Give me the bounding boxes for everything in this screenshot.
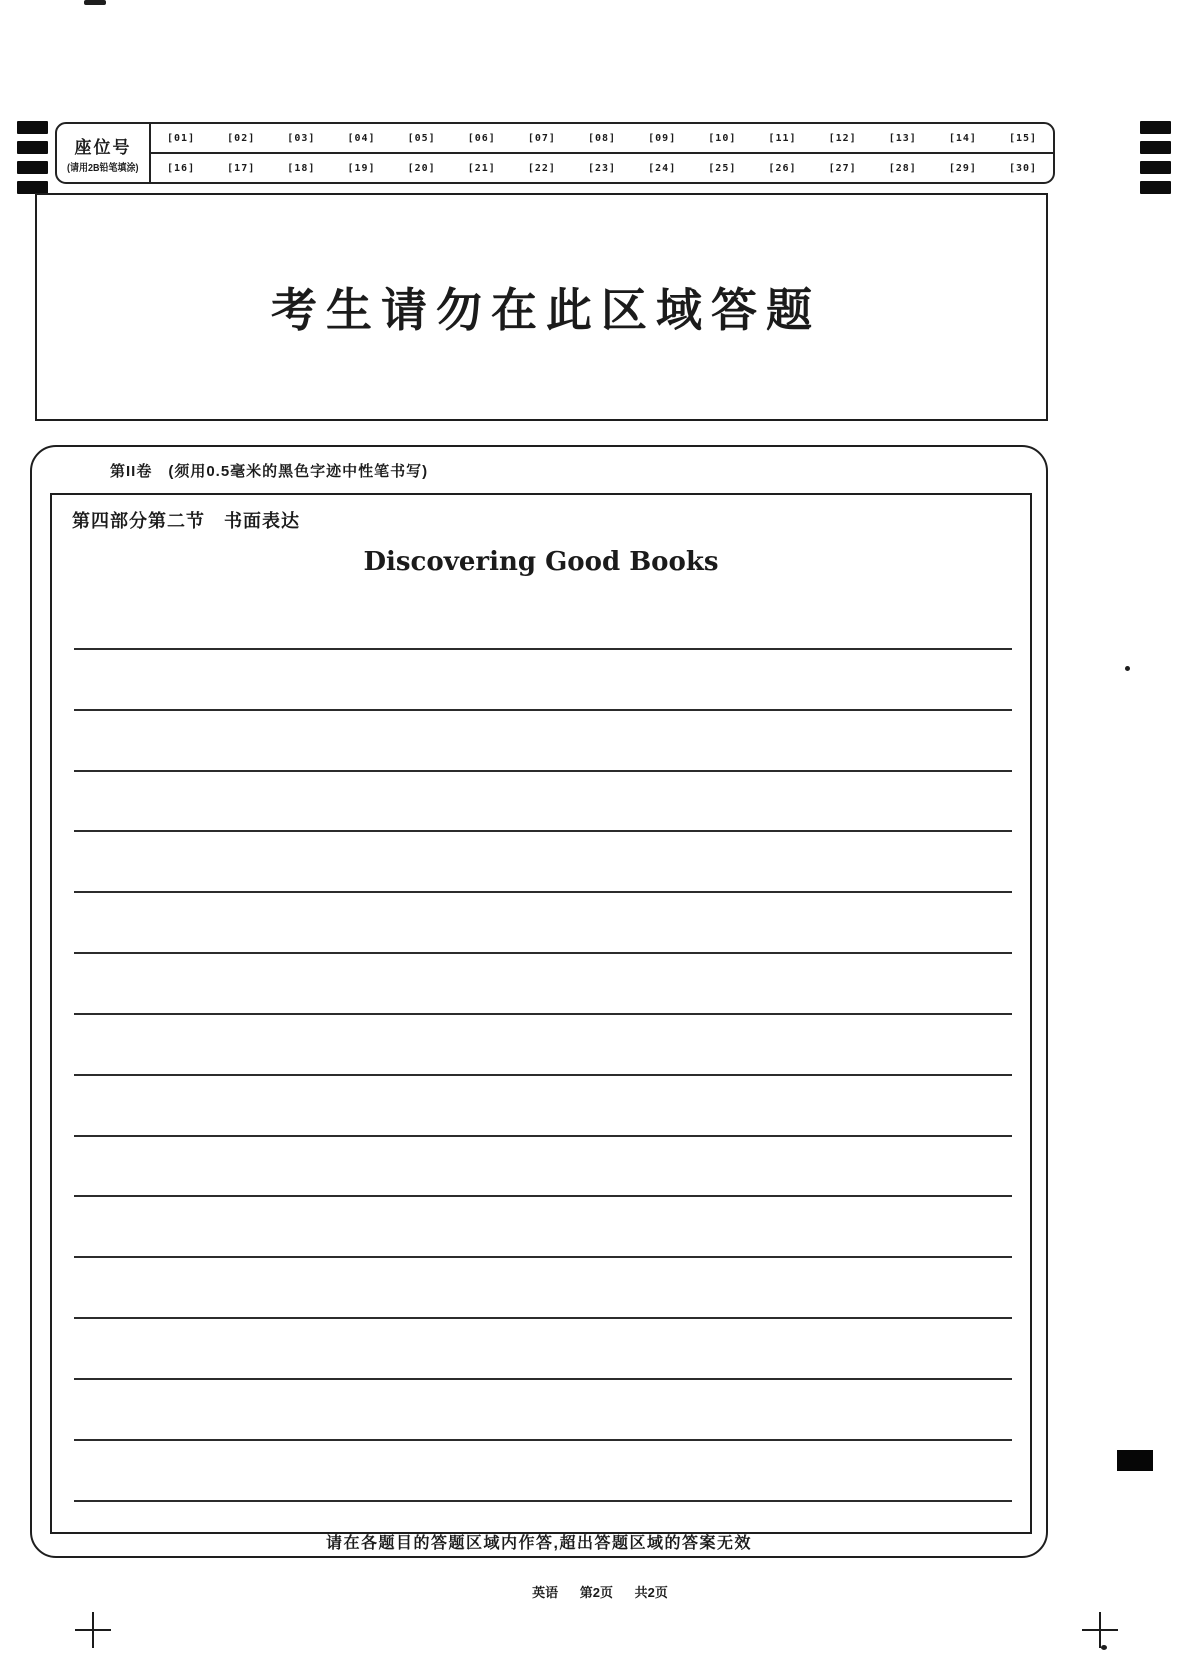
seat-number-bubble[interactable]: [14] — [948, 132, 977, 144]
writing-line[interactable] — [74, 832, 1012, 893]
seat-number-bubble[interactable]: [17] — [227, 162, 256, 174]
page-footer — [0, 1582, 1200, 1601]
writing-line[interactable] — [74, 1197, 1012, 1258]
writing-line[interactable] — [74, 1319, 1012, 1380]
seat-number-bubble[interactable]: [18] — [287, 162, 316, 174]
seat-number-bubble[interactable]: [02] — [227, 132, 256, 144]
seat-number-bubble[interactable]: [21] — [467, 162, 496, 174]
writing-line[interactable] — [74, 1258, 1012, 1319]
seat-number-bubble[interactable]: [24] — [648, 162, 677, 174]
writing-line[interactable] — [74, 1076, 1012, 1137]
seat-number-label — [57, 124, 151, 182]
seat-number-bubble[interactable]: [05] — [407, 132, 436, 144]
seat-number-bubble[interactable]: [07] — [527, 132, 556, 144]
registration-mark — [1140, 161, 1171, 174]
registration-mark — [1140, 181, 1171, 194]
volume-note: 第II卷 (须用0.5毫米的黑色字迹中性笔书写) — [110, 463, 429, 480]
registration-mark-side — [1117, 1450, 1153, 1471]
seat-number-bubble[interactable]: [16] — [167, 162, 196, 174]
writing-line[interactable] — [74, 772, 1012, 833]
seat-number-bubble[interactable]: [23] — [588, 162, 617, 174]
seat-number-bubble[interactable]: [29] — [948, 162, 977, 174]
footer-subject: 英语 — [532, 1585, 559, 1600]
scan-artifact — [84, 0, 106, 5]
no-answer-zone-text: 考生请勿在此区域答题 — [271, 284, 821, 336]
seat-number-table — [55, 122, 1055, 184]
registration-mark — [17, 121, 48, 134]
seat-number-bubble[interactable]: [08] — [588, 132, 617, 144]
seat-number-title: 座位号 — [74, 137, 132, 157]
writing-lines-area — [74, 589, 1012, 1502]
seat-number-bubble[interactable]: [12] — [828, 132, 857, 144]
section-title: 第四部分第二节 书面表达 — [72, 511, 300, 531]
seat-number-bubble[interactable]: [27] — [828, 162, 857, 174]
writing-line[interactable] — [74, 650, 1012, 711]
registration-mark — [17, 161, 48, 174]
seat-number-bubble[interactable]: [28] — [888, 162, 917, 174]
crosshair-mark-right — [1082, 1612, 1118, 1648]
seat-number-row-2 — [151, 154, 1053, 182]
paper-ii-region — [30, 445, 1048, 1558]
scan-artifact-dot — [1101, 1645, 1107, 1650]
seat-number-note: (请用2B铅笔填涂) — [67, 162, 139, 174]
answer-area-warning: 请在各题目的答题区域内作答,超出答题区域的答案无效 — [326, 1535, 752, 1552]
seat-number-bubble[interactable]: [20] — [407, 162, 436, 174]
seat-number-bubble[interactable]: [06] — [467, 132, 496, 144]
seat-number-row-1 — [151, 124, 1053, 154]
writing-line[interactable] — [74, 1137, 1012, 1198]
footer-page-number: 第2页 — [579, 1585, 613, 1600]
writing-line[interactable] — [74, 893, 1012, 954]
writing-line[interactable] — [74, 711, 1012, 772]
writing-line[interactable] — [74, 954, 1012, 1015]
writing-line[interactable] — [74, 1015, 1012, 1076]
seat-number-bubble[interactable]: [26] — [768, 162, 797, 174]
essay-title: Discovering Good Books — [363, 547, 719, 577]
footer-page-total: 共2页 — [634, 1585, 668, 1600]
registration-mark — [1140, 121, 1171, 134]
seat-number-bubble[interactable]: [10] — [708, 132, 737, 144]
seat-number-bubble[interactable]: [13] — [888, 132, 917, 144]
registration-mark — [1140, 141, 1171, 154]
no-answer-zone — [35, 193, 1048, 421]
seat-number-bubble[interactable]: [22] — [527, 162, 556, 174]
registration-mark — [17, 141, 48, 154]
seat-number-bubble[interactable]: [19] — [347, 162, 376, 174]
seat-number-grid — [151, 124, 1053, 182]
seat-number-bubble[interactable]: [01] — [167, 132, 196, 144]
seat-number-bubble[interactable]: [03] — [287, 132, 316, 144]
writing-line[interactable] — [74, 1380, 1012, 1441]
crosshair-mark-left — [75, 1612, 111, 1648]
writing-answer-box — [50, 493, 1032, 1534]
writing-line[interactable] — [74, 1441, 1012, 1502]
seat-number-bubble[interactable]: [11] — [768, 132, 797, 144]
writing-line[interactable] — [74, 589, 1012, 650]
seat-number-bubble[interactable]: [09] — [648, 132, 677, 144]
seat-number-bubble[interactable]: [30] — [1008, 162, 1038, 174]
seat-number-bubble[interactable]: [15] — [1008, 132, 1038, 144]
seat-number-bubble[interactable]: [25] — [708, 162, 737, 174]
scan-artifact-dot — [1125, 666, 1130, 671]
seat-number-bubble[interactable]: [04] — [347, 132, 376, 144]
